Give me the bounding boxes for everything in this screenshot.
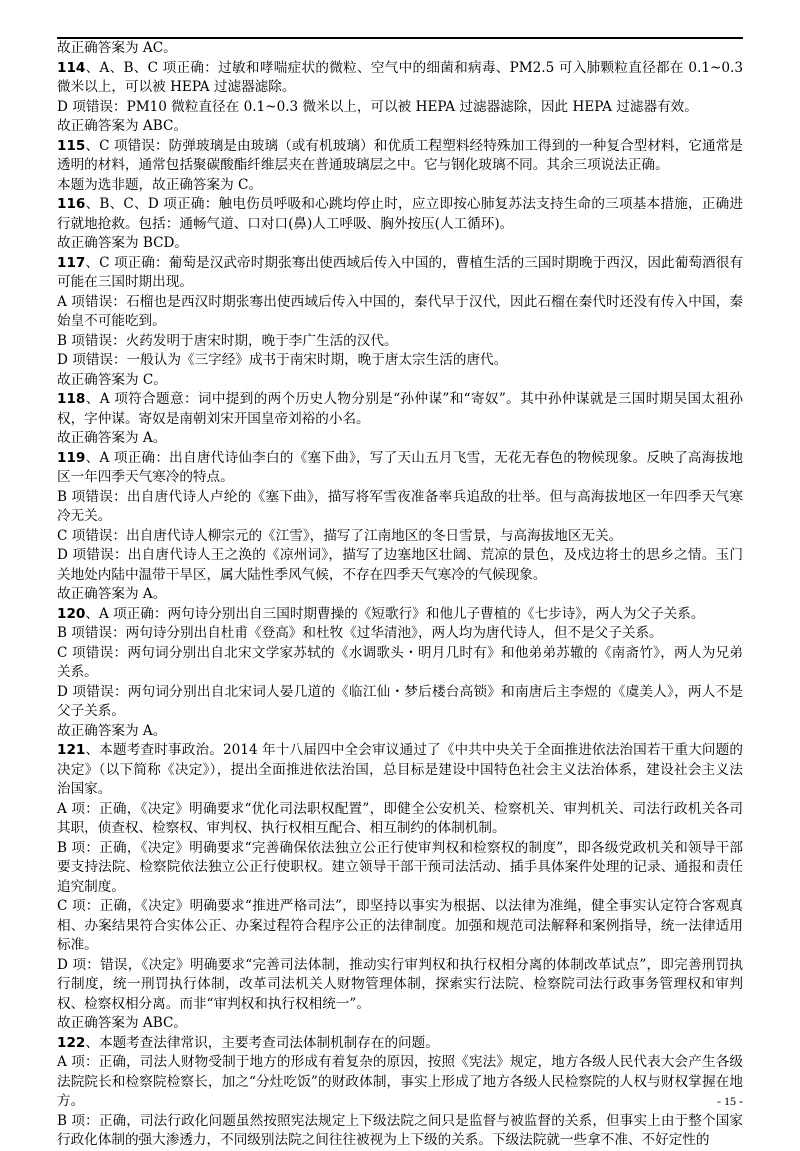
paragraph-text: 、B、C、D 项正确：触电伤员呼吸和心跳均停止时，应立即按心肺复苏法支持生命的三项基本措施，正确进行就地抢救。包括：通畅气道、口对口(鼻)人工呼吸、胸外按压(人工循环)。 xyxy=(57,196,743,232)
answer-paragraph xyxy=(57,897,743,956)
paragraph-text: B 项：正确，《决定》明确要求“完善确保依法独立公正行使审判权和检察权的制度”，即各级党政机关和领导干部要支持法院、检察院依法独立公正行使职权。建立领导干部干预司法活动、插手具体案件处理的记录、通报和责任追究制度。 xyxy=(57,839,743,895)
question-number: 122 xyxy=(57,1034,86,1051)
paragraph-text: B 项错误：火药发明于唐宋时期，晚于李广生活的汉代。 xyxy=(57,332,398,349)
paragraph-text: 、本题考查时事政治。2014 年十八届四中全会审议通过了《中共中央关于全面推进依法治国若干重大问题的决定》（以下简称《决定》），提出全面推进依法治国，总目标是建设中国特色社会主义法治体系，建设社会主义法治国家。 xyxy=(57,742,743,797)
paragraph-text: B 项错误：出自唐代诗人卢纶的《塞下曲》，描写将军雪夜准备率兵追敌的壮举。但与高海拔地区一年四季天气寒冷无关。 xyxy=(57,488,743,524)
answer-paragraph xyxy=(57,117,743,137)
paragraph-text: A 项：正确，司法人财物受制于地方的形成有着复杂的原因，按照《宪法》规定，地方各级人民代表大会产生各级法院院长和检察院检察长，加之“分灶吃饭”的财政体制，事实上形成了地方各级人民检察院的人权与财权掌握在地方。 xyxy=(57,1054,743,1109)
paragraph-text: 本题为选非题，故正确答案为 C。 xyxy=(57,176,263,193)
paragraph-text: 故正确答案为 ABC。 xyxy=(57,1015,187,1031)
paragraph-text: D 项错误：PM10 微粒直径在 0.1~0.3 微米以上，可以被 HEPA 过滤器滤除，因此 HEPA 过滤器有效。 xyxy=(57,98,698,115)
answer-paragraph xyxy=(57,683,743,722)
paragraph-text: 、本题考查法律常识，主要考查司法体制机制存在的问题。 xyxy=(85,1034,439,1051)
answer-paragraph xyxy=(57,624,743,644)
paragraph-text: C 项错误：两句词分别出自北宋文学家苏轼的《水调歌头・明月几时有》和他弟弟苏辙的《南斋竹》，两人为兄弟关系。 xyxy=(57,644,743,680)
answer-paragraph xyxy=(57,371,743,391)
paragraph-text: 、C 项错误：防弹玻璃是由玻璃（或有机玻璃）和优质工程塑料经特殊加工得到的一种复合型材料，它通常是透明的材料，通常包括聚碳酸酯纤维层夹在普通玻璃层之中。它与钢化玻璃不同。其余三项说法正确。 xyxy=(57,137,743,173)
question-number: 118 xyxy=(57,391,86,407)
paragraph-text: B 项错误：两句诗分别出自杜甫《登高》和杜牧《过华清池》，两人均为唐代诗人，但不是父子关系。 xyxy=(57,625,663,641)
answer-paragraph xyxy=(57,527,743,547)
answer-paragraph xyxy=(57,98,743,118)
answer-paragraph xyxy=(57,293,743,332)
paragraph-text: 、A 项符合题意：词中提到的两个历史人物分别是“孙仲谋”和“寄奴”。其中孙仲谋就是三国时期吴国太祖孙权，字仲谋。寄奴是南朝刘宋开国皇帝刘裕的小名。 xyxy=(57,391,743,427)
question-paragraph xyxy=(57,59,743,98)
question-paragraph xyxy=(57,741,743,800)
question-number: 115 xyxy=(57,137,86,154)
question-paragraph xyxy=(57,605,743,625)
paragraph-text: D 项错误：一般认为《三字经》成书于南宋时期，晚于唐太宗生活的唐代。 xyxy=(57,352,508,368)
answer-paragraph xyxy=(57,585,743,605)
question-paragraph xyxy=(57,195,743,234)
paragraph-text: A 项错误：石榴也是西汉时期张骞出使西域后传入中国的，秦代早于汉代，因此石榴在秦代时还没有传入中国，秦始皇不可能吃到。 xyxy=(57,293,743,329)
answer-paragraph xyxy=(57,1014,743,1034)
paragraph-text: B 项：正确，司法行政化问题虽然按照宪法规定上下级法院之间只是监督与被监督的关系，但事实上由于整个国家行政化体制的强大渗透力，不同级别法院之间往往被视为上下级的关系。下级法院就一些拿不准、不好定性的 xyxy=(57,1112,743,1148)
question-number: 114 xyxy=(57,59,86,76)
answer-paragraph xyxy=(57,332,743,352)
paragraph-text: 故正确答案为 A。 xyxy=(57,722,167,739)
paragraph-text: 、A 项正确：两句诗分别出自三国时期曹操的《短歌行》和他儿子曹植的《七步诗》，两人为父子关系。 xyxy=(85,605,705,622)
paragraph-text: 、A、B、C 项正确：过敏和哮喘症状的微粒、空气中的细菌和病毒、PM2.5 可入肺颗粒直径都在 0.1~0.3 微米以上，可以被 HEPA 过滤器滤除。 xyxy=(57,59,743,95)
answer-paragraph xyxy=(57,1053,743,1112)
paragraph-text: 故正确答案为 C。 xyxy=(57,371,167,388)
page-number: - 15 - xyxy=(717,1094,743,1108)
answer-paragraph xyxy=(57,800,743,839)
answer-paragraph xyxy=(57,644,743,683)
paragraph-text: A 项：正确，《决定》明确要求“优化司法职权配置”，即健全公安机关、检察机关、审判机关、司法行政机关各司其职，侦查权、检察权、审判权、执行权相互配合、相互制约的体制机制。 xyxy=(57,800,743,836)
question-number: 120 xyxy=(57,605,86,622)
answer-paragraph xyxy=(57,722,743,742)
paragraph-text: 故正确答案为 BCD。 xyxy=(57,235,189,251)
question-number: 116 xyxy=(57,196,86,212)
question-number: 121 xyxy=(57,742,86,758)
paragraph-text: D 项错误：两句词分别出自北宋词人晏几道的《临江仙・梦后楼台高锁》和南唐后主李煜的《虞美人》，两人不是父子关系。 xyxy=(57,683,743,719)
paragraph-text: C 项错误：出自唐代诗人柳宗元的《江雪》，描写了江南地区的冬日雪景，与高海拔地区无关。 xyxy=(57,527,623,544)
paragraph-text: 故正确答案为 A。 xyxy=(57,430,167,446)
paragraph-text: D 项：错误，《决定》明确要求“完善司法体制，推动实行审判权和执行权相分离的体制改革试点”，即完善刑罚执行制度，统一刑罚执行体制，改革司法机关人财物管理体制，探索实行法院、检察院司法行政事务管理权和审判权、检察权相分离。而非“审判权和执行权相统一”。 xyxy=(57,956,743,1012)
question-number: 119 xyxy=(57,449,86,466)
question-paragraph xyxy=(57,254,743,293)
answer-paragraph xyxy=(57,429,743,449)
answer-paragraph xyxy=(57,1112,743,1151)
answer-paragraph xyxy=(57,546,743,585)
answer-paragraph xyxy=(57,839,743,898)
question-number: 117 xyxy=(57,254,86,271)
question-paragraph xyxy=(57,137,743,176)
question-paragraph xyxy=(57,1034,743,1054)
paragraph-text: 、A 项正确：出自唐代诗仙李白的《塞下曲》，写了天山五月飞雪，无花无春色的物候现象。反映了高海拔地区一年四季天气寒冷的特点。 xyxy=(57,449,743,485)
answer-paragraph xyxy=(57,234,743,254)
answer-paragraph xyxy=(57,351,743,371)
document-body xyxy=(57,39,743,1151)
paragraph-text: D 项错误：出自唐代诗人王之涣的《凉州词》，描写了边塞地区壮阔、荒凉的景色，及戍边将士的思乡之情。玉门关地处内陆中温带干旱区，属大陆性季风气候，不存在四季天气寒冷的气候现象。 xyxy=(57,547,743,583)
paragraph-text: 故正确答案为 A。 xyxy=(57,586,167,602)
paragraph-text: 故正确答案为 ABC。 xyxy=(57,118,187,134)
paragraph-text: 故正确答案为 AC。 xyxy=(57,40,177,56)
question-paragraph xyxy=(57,449,743,488)
answer-paragraph xyxy=(57,39,743,59)
answer-paragraph xyxy=(57,176,743,196)
paragraph-text: 、C 项正确：葡萄是汉武帝时期张骞出使西域后传入中国的，曹植生活的三国时期晚于西汉，因此葡萄酒很有可能在三国时期出现。 xyxy=(57,254,743,290)
answer-paragraph xyxy=(57,488,743,527)
paragraph-text: C 项：正确，《决定》明确要求“推进严格司法”，即坚持以事实为根据、以法律为准绳，健全事实认定符合客观真相、办案结果符合实体公正、办案过程符合程序公正的法律制度。加强和规范司法解释和案例指导，统一法律适用标准。 xyxy=(57,898,743,953)
question-paragraph xyxy=(57,390,743,429)
answer-paragraph xyxy=(57,956,743,1015)
